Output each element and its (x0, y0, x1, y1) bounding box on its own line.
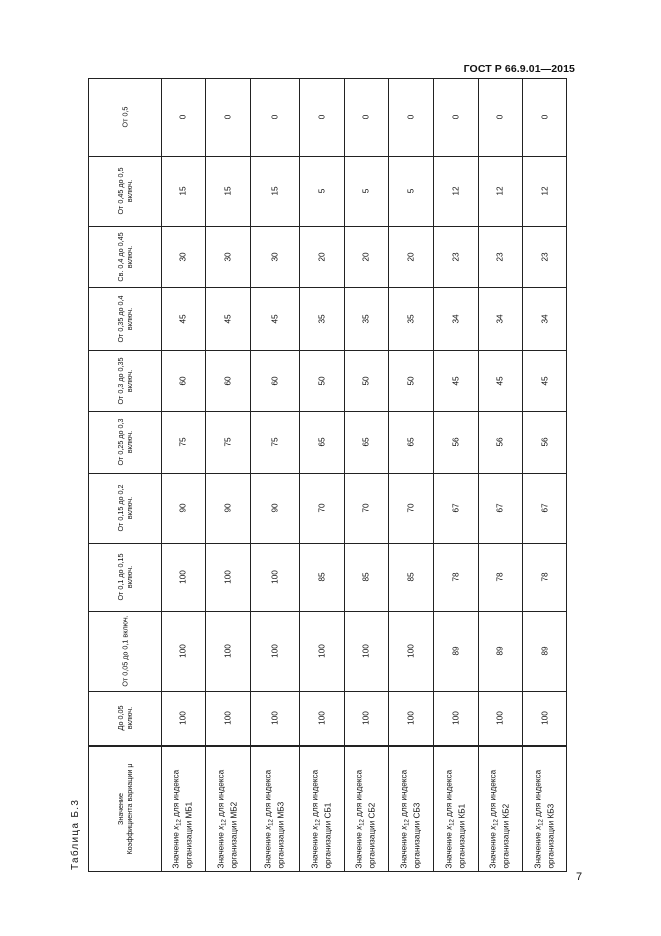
table-cell-value: 100 (540, 711, 549, 725)
table-cell-value: 45 (178, 313, 188, 324)
table-cell-value: 50 (361, 375, 371, 386)
row-label (444, 749, 467, 868)
table-cell-value: 15 (223, 186, 232, 196)
table-cell-value: 50 (406, 375, 415, 386)
table-cell-value: 0 (178, 114, 188, 120)
table-cell-value: 12 (495, 186, 505, 196)
table-vertical-rule (299, 78, 300, 872)
table-cell-value: 30 (223, 251, 232, 262)
column-header: От 0,45 до 0,5 включ. (115, 167, 134, 215)
table-cell-value: 100 (223, 644, 232, 658)
row-label-variable: x (488, 825, 498, 830)
table-cell-value: 34 (540, 313, 549, 324)
row-label-suffix: для индекса организации КБ2 (488, 769, 511, 868)
table-cell-value: 30 (178, 251, 188, 262)
table-cell-value: 78 (451, 572, 460, 582)
table-cell-value: 100 (270, 570, 279, 584)
table-cell-value: 70 (406, 503, 415, 513)
table-cell-value: 89 (451, 646, 460, 656)
table-cell-value: 0 (317, 114, 326, 120)
table-cell-value: 20 (317, 251, 326, 262)
table-cell-value: 20 (406, 251, 415, 262)
corner-header-line1: Значение (115, 792, 125, 825)
column-header: От 0,35 до 0,4 включ. (115, 294, 134, 343)
table-cell-value: 34 (451, 313, 460, 324)
row-label-subscript: 12 (538, 818, 544, 826)
row-label (216, 749, 239, 868)
table-cell-value: 90 (270, 503, 279, 513)
row-label (263, 749, 286, 868)
table-cell-value: 0 (270, 114, 279, 120)
table-vertical-rule (344, 78, 345, 872)
table-horizontal-rule (88, 543, 567, 544)
table-cell-value: 20 (361, 251, 371, 262)
table-cell-value: 100 (270, 644, 279, 658)
table-cell-value: 60 (223, 375, 232, 386)
row-label-prefix: Значение (310, 829, 319, 868)
table-cell-value: 100 (451, 711, 460, 725)
corner-header-line2: Коэффициента вариации μ (124, 762, 134, 855)
row-label-subscript: 12 (268, 818, 274, 826)
row-label-subscript: 12 (315, 818, 321, 826)
row-label-subscript: 12 (493, 818, 500, 826)
table-cell-value: 45 (223, 313, 232, 324)
table-cell-value: 89 (540, 646, 549, 656)
table-cell-value: 56 (540, 437, 549, 447)
row-label-variable: x (354, 825, 364, 830)
table-horizontal-rule (88, 871, 567, 872)
table-cell-value: 35 (361, 313, 371, 324)
row-label-variable: x (171, 825, 181, 830)
document-code: ГОСТ Р 66.9.01—2015 (463, 63, 575, 75)
table-horizontal-rule (88, 473, 567, 474)
table-horizontal-rule (88, 691, 567, 692)
table-vertical-rule (522, 78, 523, 872)
row-label-suffix: для индекса организации СБ3 (399, 769, 421, 868)
table-cell-value: 90 (223, 503, 232, 513)
table-cell-value: 85 (361, 572, 371, 582)
table-cell-value: 100 (406, 711, 415, 725)
table-vertical-rule (566, 78, 567, 872)
row-label-subscript: 12 (176, 818, 183, 826)
row-label (172, 749, 195, 868)
table-horizontal-rule (88, 226, 567, 227)
table-cell-value: 15 (270, 186, 279, 196)
row-label-suffix: для индекса организации СБ2 (354, 769, 377, 868)
table-cell-value: 70 (361, 503, 371, 513)
row-label-suffix: для индекса организации КБ1 (444, 769, 466, 868)
row-label-suffix: для индекса организации МБ1 (171, 769, 194, 868)
row-label (533, 749, 556, 868)
table-cell-value: 75 (270, 437, 279, 447)
table-cell-value: 12 (451, 186, 460, 196)
row-label-subscript: 12 (449, 818, 455, 826)
table-cell-value: 100 (178, 644, 188, 658)
column-header: От 0,1 до 0,15 включ. (115, 553, 134, 601)
row-label-subscript: 12 (221, 818, 227, 826)
table-cell-value: 78 (540, 572, 549, 582)
table-cell-value: 75 (178, 437, 188, 447)
table-cell-value: 100 (361, 711, 371, 725)
row-label-variable: x (533, 825, 542, 830)
table-cell-value: 100 (361, 644, 371, 658)
table-cell-value: 100 (495, 711, 505, 725)
table-cell-value: 5 (317, 188, 326, 194)
row-label-variable: x (263, 825, 272, 830)
table-cell-value: 89 (495, 646, 505, 656)
column-header: От 0,25 до 0,3 включ. (115, 418, 134, 466)
table-cell-value: 65 (361, 437, 371, 447)
table-vertical-rule (388, 78, 389, 872)
table-horizontal-rule (88, 350, 567, 351)
row-label (399, 749, 422, 868)
table-cell-value: 90 (178, 503, 188, 513)
table-cell-value: 34 (495, 313, 505, 324)
table-cell-value: 78 (495, 572, 505, 582)
table-cell-value: 75 (223, 437, 232, 447)
row-label-suffix: для индекса организации МБ3 (263, 769, 285, 868)
page-number: 7 (576, 871, 583, 883)
table-cell-value: 0 (451, 114, 460, 120)
row-label-subscript: 12 (404, 818, 410, 826)
table-horizontal-rule (88, 78, 567, 79)
table-cell-value: 45 (270, 313, 279, 324)
row-label-suffix: для индекса организации КБ3 (533, 769, 555, 868)
table-cell-value: 23 (540, 251, 549, 262)
table-cell-value: 85 (317, 572, 326, 582)
table-cell-value: 100 (270, 711, 279, 725)
table-cell-value: 0 (540, 114, 549, 120)
table-cell-value: 23 (495, 251, 505, 262)
table-vertical-rule (478, 78, 479, 872)
table-caption: Таблица Б.3 (70, 798, 81, 870)
table-cell-value: 5 (406, 188, 415, 194)
column-header: От 0,5 (120, 106, 129, 128)
table-cell-value: 67 (495, 503, 505, 513)
table-vertical-rule (161, 78, 162, 872)
column-header: От 0,15 до 0,2 включ. (115, 484, 134, 532)
table-horizontal-rule (88, 411, 567, 412)
table-cell-value: 70 (317, 503, 326, 513)
table-cell-value: 60 (178, 375, 188, 386)
table-cell-value: 0 (361, 114, 371, 120)
table-cell-value: 15 (178, 186, 188, 196)
table-horizontal-rule (88, 156, 567, 157)
table-cell-value: 45 (495, 375, 505, 386)
table-cell-value: 0 (495, 114, 505, 120)
row-label-suffix: для индекса организации МБ2 (216, 769, 238, 868)
table-cell-value: 56 (451, 437, 460, 447)
row-label (489, 749, 512, 868)
row-label-prefix: Значение (533, 829, 542, 868)
table-cell-value: 100 (406, 644, 415, 658)
table-cell-value: 50 (317, 375, 326, 386)
row-label-variable: x (444, 825, 453, 830)
table-cell-value: 100 (317, 644, 326, 658)
table-vertical-rule (250, 78, 251, 872)
table-cell-value: 35 (317, 313, 326, 324)
row-label-subscript: 12 (359, 818, 366, 826)
table-cell-value: 5 (361, 188, 371, 194)
column-header: От 0,3 до 0,35 включ. (115, 356, 134, 405)
column-header: Св. 0,4 до 0,45 включ. (115, 231, 134, 282)
table-cell-value: 45 (451, 375, 460, 386)
row-label-prefix: Значение (488, 829, 498, 868)
row-label (355, 749, 378, 868)
column-header: До 0,05 включ. (115, 705, 134, 731)
table-vertical-rule (88, 78, 89, 872)
row-label-variable: x (216, 825, 225, 830)
table-cell-value: 85 (406, 572, 415, 582)
row-label-prefix: Значение (354, 829, 364, 868)
row-label-prefix: Значение (399, 829, 408, 868)
corner-header (116, 749, 134, 868)
row-label-suffix: для индекса организации СБ1 (310, 769, 332, 868)
table-cell-value: 0 (406, 114, 415, 120)
rotated-data-table (88, 78, 567, 872)
table-cell-value: 30 (270, 251, 279, 262)
table-horizontal-rule (88, 745, 567, 747)
table-cell-value: 100 (223, 711, 232, 725)
table-cell-value: 67 (540, 503, 549, 513)
table-cell-value: 0 (223, 114, 232, 120)
row-label-variable: x (310, 825, 319, 830)
table-cell-value: 12 (540, 186, 549, 196)
table-cell-value: 65 (317, 437, 326, 447)
table-cell-value: 100 (178, 570, 188, 584)
column-header: От 0,05 до 0,1 включ. (120, 615, 129, 687)
row-label-prefix: Значение (263, 829, 272, 868)
row-label (310, 749, 333, 868)
row-label-prefix: Значение (171, 829, 181, 868)
row-label-prefix: Значение (216, 829, 225, 868)
row-label-variable: x (399, 825, 408, 830)
table-cell-value: 45 (540, 375, 549, 386)
table-cell-value: 100 (223, 570, 232, 584)
table-vertical-rule (205, 78, 206, 872)
table-cell-value: 67 (451, 503, 460, 513)
table-cell-value: 35 (406, 313, 415, 324)
table-cell-value: 65 (406, 437, 415, 447)
table-cell-value: 100 (317, 711, 326, 725)
table-cell-value: 56 (495, 437, 505, 447)
table-vertical-rule (433, 78, 434, 872)
table-cell-value: 60 (270, 375, 279, 386)
table-cell-value: 100 (178, 711, 188, 725)
row-label-prefix: Значение (444, 829, 453, 868)
table-cell-value: 23 (451, 251, 460, 262)
table-horizontal-rule (88, 287, 567, 288)
table-horizontal-rule (88, 611, 567, 612)
